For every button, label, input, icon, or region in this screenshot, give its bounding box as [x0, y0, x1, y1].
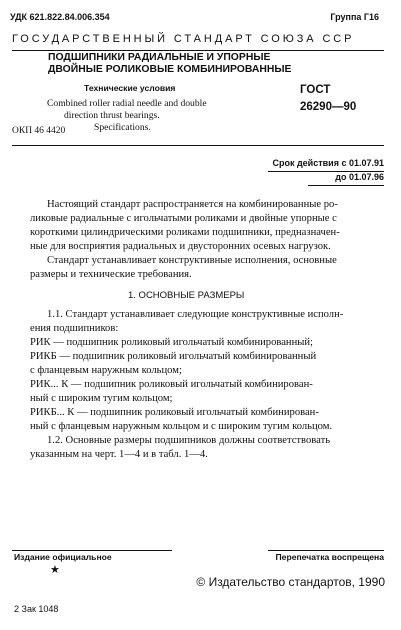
section-1-1-line: 1.1. Стандарт устанавливает следующие конструктивные исполн-	[47, 309, 344, 320]
official-edition: Издание официальное	[14, 552, 112, 562]
title-english-2: direction thrust bearings.	[64, 110, 160, 121]
footer-rule-left	[12, 550, 172, 551]
bearing-type-line: РИКБ... К — подшипник роликовый игольчатый комбинирован-	[30, 407, 319, 418]
bearing-type-line: с фланцевым наружным кольцом;	[30, 365, 182, 376]
intro-paragraph-1	[30, 198, 382, 254]
section-1-heading: 1. ОСНОВНЫЕ РАЗМЕРЫ	[128, 290, 245, 301]
gost-number: 26290—90	[300, 101, 357, 113]
intro-p2-line: размеры и технические требования.	[30, 269, 192, 280]
bearing-type-line: РИКБ — подшипник роликовый игольчатый комбинированный	[30, 351, 317, 362]
validity-to-underline	[308, 185, 384, 186]
bearing-type-line: РИК — подшипник роликовый игольчатый комбинированный;	[30, 337, 314, 348]
bearing-type-line: ный с широким тугим кольцом;	[30, 393, 173, 404]
bearing-type-line: РИК... К — подшипник роликовый игольчатый комбинирован-	[30, 379, 313, 390]
intro-paragraph-2	[30, 254, 382, 282]
bearing-type-rikb	[30, 350, 382, 378]
section-1-2-paragraph	[30, 434, 382, 462]
section-1-2-line: указанным на черт. 1—4 и в табл. 1—4.	[30, 449, 208, 460]
section-1-2-line: 1.2. Основные размеры подшипников должны соответствовать	[47, 435, 331, 446]
reprint-prohibited: Перепечатка воспрещена	[275, 552, 384, 562]
order-number: 2 Зак 1048	[14, 604, 59, 614]
group-code: Группа Г16	[330, 12, 379, 22]
validity-to: до 01.07.96	[335, 172, 384, 182]
bearing-type-rik	[30, 336, 382, 350]
title-subtitle: Технические условия	[84, 83, 176, 93]
intro-p1-line: короткими цилиндрическими роликами подшипники, предназначен-	[30, 227, 340, 238]
title-english-3: Specifications.	[94, 122, 151, 133]
intro-p2-line: Стандарт устанавливает конструктивные исполнения, основные	[47, 255, 337, 266]
title-line-2: ДВОЙНЫЕ РОЛИКОВЫЕ КОМБИНИРОВАННЫЕ	[48, 64, 292, 75]
intro-p1-line: ликовые радиальные с игольчатыми роликами и двойные упорные с	[30, 213, 337, 224]
title-english-1: Combined roller radial needle and double	[47, 98, 207, 109]
intro-p1-line: Настоящий стандарт распространяется на комбинированные ро-	[47, 199, 338, 210]
intro-p1-line: ные для восприятия радиальных и двусторонних осевых нагрузок.	[30, 241, 331, 252]
okp-code: ОКП 46 4420	[12, 126, 66, 136]
section-1-1-paragraph	[30, 308, 382, 336]
bearing-type-rik-k	[30, 378, 382, 406]
copyright: © Издательство стандартов, 1990	[196, 575, 385, 589]
validity-from: Срок действия с 01.07.91	[272, 158, 384, 168]
star-icon: ★	[50, 564, 60, 576]
section-1-1-line: ения подшипников:	[30, 323, 119, 334]
header-rule	[12, 50, 384, 51]
title-bottom-rule	[12, 145, 384, 146]
gov-standard-heading: ГОСУДАРСТВЕННЫЙ СТАНДАРТ СОЮЗА ССР	[12, 33, 355, 45]
bearing-type-line: ный с фланцевым наружным кольцом и с широким тугим кольцом.	[30, 421, 333, 432]
bearing-type-rikb-k	[30, 406, 382, 434]
gost-label: ГОСТ	[300, 84, 331, 96]
title-line-1: ПОДШИПНИКИ РАДИАЛЬНЫЕ И УПОРНЫЕ	[48, 52, 271, 63]
footer-rule-right	[268, 550, 384, 551]
udk-code: УДК 621.822.84.006.354	[10, 12, 110, 22]
